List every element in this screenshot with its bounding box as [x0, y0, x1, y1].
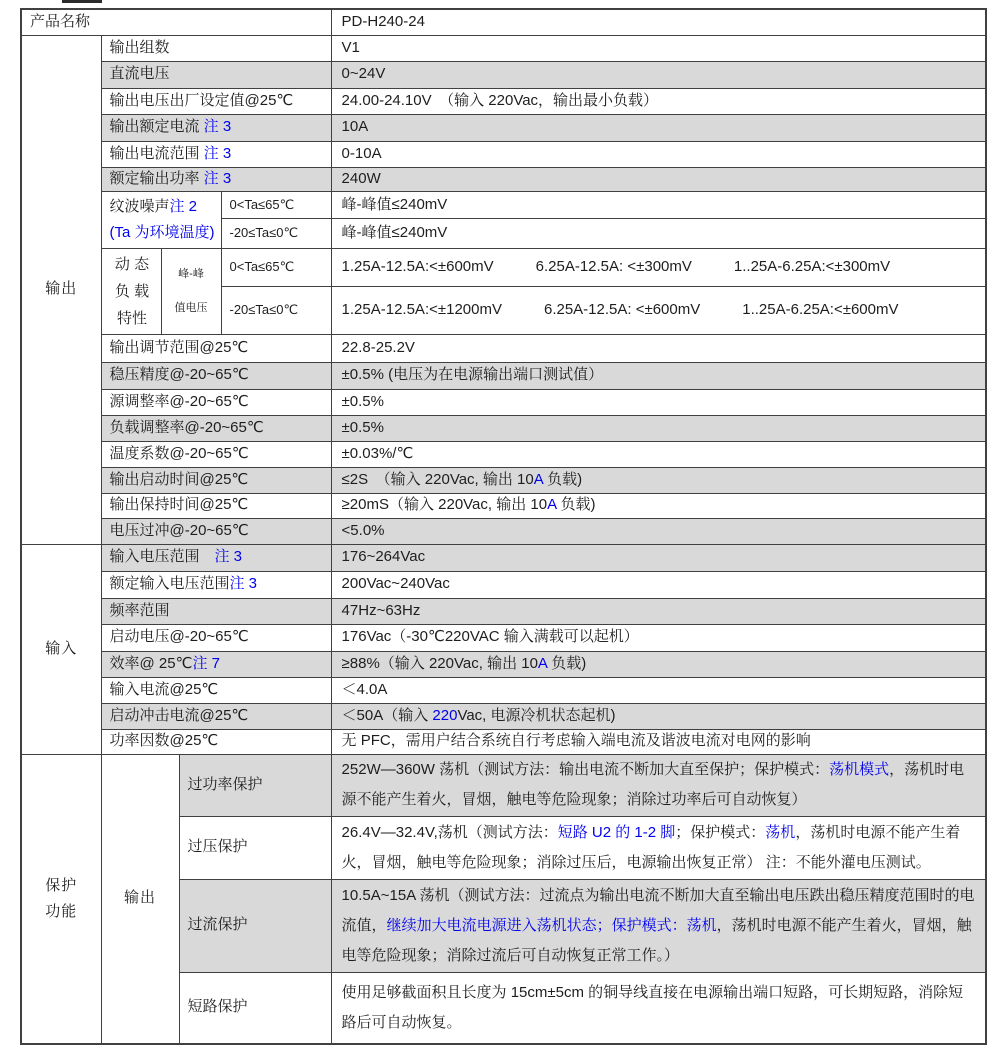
value-segment: 6.25A-12.5A: <±300mV	[535, 257, 692, 275]
row-value: 0-10A	[331, 141, 986, 167]
row-label: 输出调节范围@25℃	[101, 334, 331, 362]
row-value: 峰-峰值≤240mV	[331, 219, 986, 248]
row-value: ＜4.0A	[331, 677, 986, 703]
spec-row	[21, 141, 986, 167]
clipped-text-fragment	[62, 0, 102, 3]
row-value: ＜50A（输入 220Vac, 电源冷机状态起机)	[331, 703, 986, 729]
spec-row	[21, 415, 986, 441]
spec-row	[21, 167, 986, 191]
row-value: 176~264Vac	[331, 544, 986, 571]
value-segment: 6.25A-12.5A: <±600mV	[543, 300, 701, 318]
protection-name: 过流保护	[179, 879, 331, 972]
protection-description: 26.4V—32.4V,荡机（测试方法：短路 U2 的 1-2 脚；保护模式：荡机，荡机时电源不能产生着火，冒烟，触电等危险现象；消除过压后，电源输出恢复正常） 注：不能外灌电压测试。	[331, 816, 986, 879]
group-cell-input: 输入	[21, 544, 101, 754]
spec-row	[21, 35, 986, 61]
spec-table	[20, 8, 987, 1045]
row-label: 频率范围	[101, 598, 331, 624]
spec-row	[21, 598, 986, 624]
dynamic-load-label: 动 态 负 载 特性	[101, 248, 161, 334]
spec-row	[21, 544, 986, 571]
row-value: ±0.5%	[331, 415, 986, 441]
condition-cell: 0<Ta≤65℃	[221, 248, 331, 286]
ripple-noise-label-line1: 纹波噪声注 2	[109, 197, 198, 215]
row-label: 功率因数@25℃	[101, 729, 331, 754]
protection-subgroup-output: 输出	[101, 754, 179, 1044]
condition-cell: -20≤Ta≤0℃	[221, 219, 331, 248]
row-value: 176Vac（-30℃220VAC 输入满载可以起机）	[331, 624, 986, 651]
spec-row	[21, 362, 986, 389]
row-label: 额定输出功率 注 3	[101, 167, 331, 191]
row-label: 输出组数	[101, 35, 331, 61]
ripple-noise-label-line2: (Ta 为环境温度)	[109, 223, 215, 241]
product-row	[21, 9, 986, 35]
row-value	[331, 248, 986, 286]
spec-row	[21, 389, 986, 415]
spec-row	[21, 729, 986, 754]
row-value: 22.8-25.2V	[331, 334, 986, 362]
value-segment: 1..25A-6.25A:<±300mV	[733, 257, 891, 275]
row-value: <5.0%	[331, 518, 986, 544]
row-label: 温度系数@-20~65℃	[101, 441, 331, 467]
row-label: 输入电压范围 注 3	[101, 544, 331, 571]
spec-row	[21, 651, 986, 677]
row-label: 输出额定电流 注 3	[101, 114, 331, 141]
peak-voltage-sublabel: 峰-峰 值电压	[161, 248, 221, 334]
spec-row	[21, 88, 986, 114]
protection-description: 252W—360W 荡机（测试方法：输出电流不断加大直至保护；保护模式：荡机模式，荡机时电源不能产生着火，冒烟，触电等危险现象；消除过功率后可自动恢复）	[331, 754, 986, 816]
spec-row	[21, 61, 986, 88]
row-value: 峰-峰值≤240mV	[331, 191, 986, 219]
row-value: ±0.5%	[331, 389, 986, 415]
row-value: 200Vac~240Vac	[331, 571, 986, 598]
row-label: 启动冲击电流@25℃	[101, 703, 331, 729]
spec-row	[21, 703, 986, 729]
row-value: 0~24V	[331, 61, 986, 88]
spec-row	[21, 518, 986, 544]
protection-name: 过压保护	[179, 816, 331, 879]
row-value: 10A	[331, 114, 986, 141]
spec-row	[21, 571, 986, 598]
spec-row	[21, 754, 986, 816]
group-cell-output: 输出	[21, 35, 101, 544]
row-label: 输出电压出厂设定值@25℃	[101, 88, 331, 114]
protection-description: 10.5A~15A 荡机（测试方法：过流点为输出电流不断加大直至输出电压跌出稳压精度范围时的电流值，继续加大电流电源进入荡机状态；保护模式：荡机，荡机时电源不能产生着火，冒烟，触电等危险现象；消除过流后可自动恢复正常工作。）	[331, 879, 986, 972]
spec-row	[21, 191, 986, 219]
product-name-label: 产品名称	[21, 9, 331, 35]
group-cell-protection: 保护 功能	[21, 754, 101, 1044]
condition-cell: 0<Ta≤65℃	[221, 191, 331, 219]
spec-row	[21, 114, 986, 141]
row-label: 电压过冲@-20~65℃	[101, 518, 331, 544]
row-label: 效率@ 25℃注 7	[101, 651, 331, 677]
row-value: V1	[331, 35, 986, 61]
ripple-noise-label	[101, 191, 221, 248]
row-value: ±0.5% (电压为在电源输出端口测试值）	[331, 362, 986, 389]
row-label: 源调整率@-20~65℃	[101, 389, 331, 415]
condition-cell: -20≤Ta≤0℃	[221, 286, 331, 334]
row-label: 负载调整率@-20~65℃	[101, 415, 331, 441]
spec-row	[21, 441, 986, 467]
row-label: 输入电流@25℃	[101, 677, 331, 703]
spec-row	[21, 677, 986, 703]
row-label: 输出电流范围 注 3	[101, 141, 331, 167]
spec-row	[21, 334, 986, 362]
row-value: ≥20mS（输入 220Vac, 输出 10A 负载)	[331, 493, 986, 518]
spec-row	[21, 493, 986, 518]
protection-description: 使用足够截面积且长度为 15cm±5cm 的铜导线直接在电源输出端口短路，可长期短路，消除短路后可自动恢复。	[331, 972, 986, 1044]
row-value: ±0.03%/℃	[331, 441, 986, 467]
row-value: 24.00-24.10V （输入 220Vac，输出最小负载）	[331, 88, 986, 114]
protection-name: 短路保护	[179, 972, 331, 1044]
value-segment: 1.25A-12.5A:<±600mV	[341, 257, 494, 275]
row-label: 启动电压@-20~65℃	[101, 624, 331, 651]
protection-name: 过功率保护	[179, 754, 331, 816]
row-value: ≤2S （输入 220Vac, 输出 10A 负载)	[331, 467, 986, 493]
row-value	[331, 286, 986, 334]
row-label: 输出启动时间@25℃	[101, 467, 331, 493]
row-label: 直流电压	[101, 61, 331, 88]
row-value: 无 PFC，需用户结合系统自行考虑输入端电流及谐波电流对电网的影响	[331, 729, 986, 754]
row-label: 稳压精度@-20~65℃	[101, 362, 331, 389]
value-segment: 1..25A-6.25A:<±600mV	[742, 300, 899, 318]
spec-row	[21, 467, 986, 493]
row-value: 47Hz~63Hz	[331, 598, 986, 624]
spec-row	[21, 248, 986, 286]
spec-row	[21, 624, 986, 651]
value-segment: 1.25A-12.5A:<±1200mV	[341, 300, 502, 318]
row-label: 输出保持时间@25℃	[101, 493, 331, 518]
row-value: ≥88%（输入 220Vac, 输出 10A 负载)	[331, 651, 986, 677]
row-label: 额定输入电压范围注 3	[101, 571, 331, 598]
product-name-value: PD-H240-24	[331, 9, 986, 35]
row-value: 240W	[331, 167, 986, 191]
